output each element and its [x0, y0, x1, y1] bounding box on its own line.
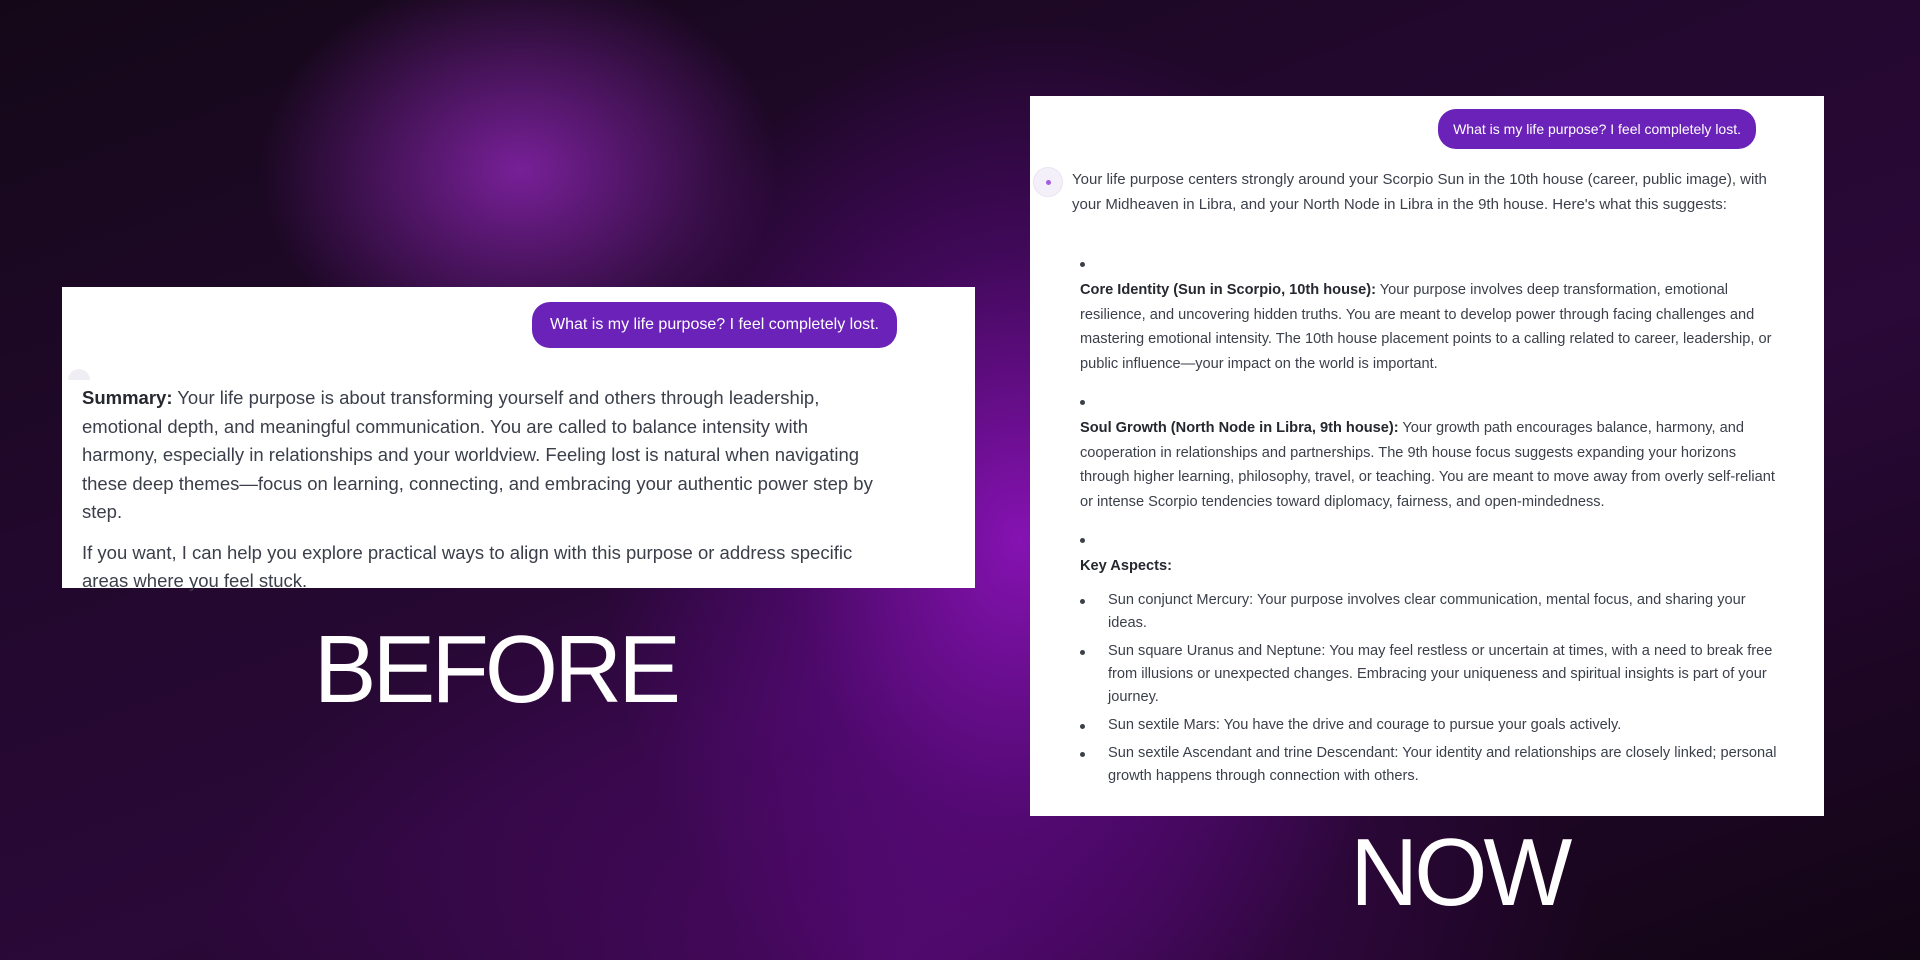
bullet-icon — [1080, 254, 1788, 278]
bullet-icon — [1080, 392, 1788, 416]
user-message-bubble: What is my life purpose? I feel completely lost. — [532, 302, 897, 348]
assistant-avatar-icon — [1033, 167, 1063, 197]
aspect-text: Sun square Uranus and Neptune: You may feel restless or uncertain at times, with a need to break free from illusions or unexpected changes. Embracing your uniqueness and spiritual insights is part of your journey. — [1108, 642, 1773, 705]
section-body — [1080, 554, 1788, 579]
assistant-avatar-icon — [68, 369, 90, 380]
list-item — [1080, 589, 1788, 635]
section-core-identity — [1080, 254, 1788, 376]
before-chat-panel — [62, 287, 975, 591]
section-key-aspects — [1080, 530, 1788, 788]
aspect-text: Sun sextile Mars: You have the drive and courage to pursue your goals actively. — [1108, 716, 1622, 733]
summary-paragraph — [82, 384, 882, 527]
bullet-icon — [1080, 530, 1788, 554]
section-heading: Key Aspects: — [1080, 558, 1172, 574]
before-label: BEFORE — [313, 616, 678, 723]
aspect-text: Sun conjunct Mercury: Your purpose involves clear communication, mental focus, and sharing your ideas. — [1108, 591, 1746, 631]
section-text: Your growth path encourages balance, harmony, and cooperation in relationships and partnerships. The 9th house focus suggests expanding your horizons through higher learning, philosophy, travel, or teaching. You are meant to move away from overly self-reliant or intense Scorpio tendencies toward diplomacy, fairness, and open-mindedness. — [1080, 420, 1775, 510]
summary-label: Summary: — [82, 387, 173, 408]
section-heading: Soul Growth (North Node in Libra, 9th house): — [1080, 420, 1399, 436]
section-heading: Core Identity (Sun in Scorpio, 10th house): — [1080, 282, 1376, 298]
list-item — [1080, 640, 1788, 709]
summary-text: Your life purpose is about transforming yourself and others through leadership, emotional depth, and meaningful communication. You are called to balance intensity with harmony, especially in relationships and your worldview. Feeling lost is natural when navigating these deep themes—focus on learning, connecting, and embracing your authentic power step by step. — [82, 387, 873, 522]
assistant-response — [82, 384, 882, 608]
section-soul-growth — [1080, 392, 1788, 514]
aspects-list — [1080, 589, 1788, 788]
section-body — [1080, 416, 1788, 514]
now-chat-panel — [1030, 96, 1824, 816]
section-text: Your purpose involves deep transformation, emotional resilience, and uncovering hidden truths. You are meant to develop power through facing challenges and mastering emotional intensity. The 10th house placement points to a calling related to career, leadership, or public influence—your impact on the world is important. — [1080, 282, 1772, 372]
followup-paragraph: If you want, I can help you explore practical ways to align with this purpose or address specific areas where you feel stuck. — [82, 541, 853, 591]
list-item — [1080, 714, 1788, 737]
aspect-text: Sun sextile Ascendant and trine Descendant: Your identity and relationships are closely linked; personal growth happens through connection with others. — [1108, 744, 1777, 784]
list-item — [1080, 742, 1788, 788]
user-message-bubble: What is my life purpose? I feel completely lost. — [1438, 109, 1756, 149]
assistant-sections — [1080, 254, 1788, 793]
now-label: NOW — [1350, 819, 1569, 926]
assistant-intro: Your life purpose centers strongly around your Scorpio Sun in the 10th house (career, public image), with your Midheaven in Libra, and your North Node in Libra in the 9th house. Here's what this suggests: — [1072, 171, 1767, 213]
section-body — [1080, 278, 1788, 376]
